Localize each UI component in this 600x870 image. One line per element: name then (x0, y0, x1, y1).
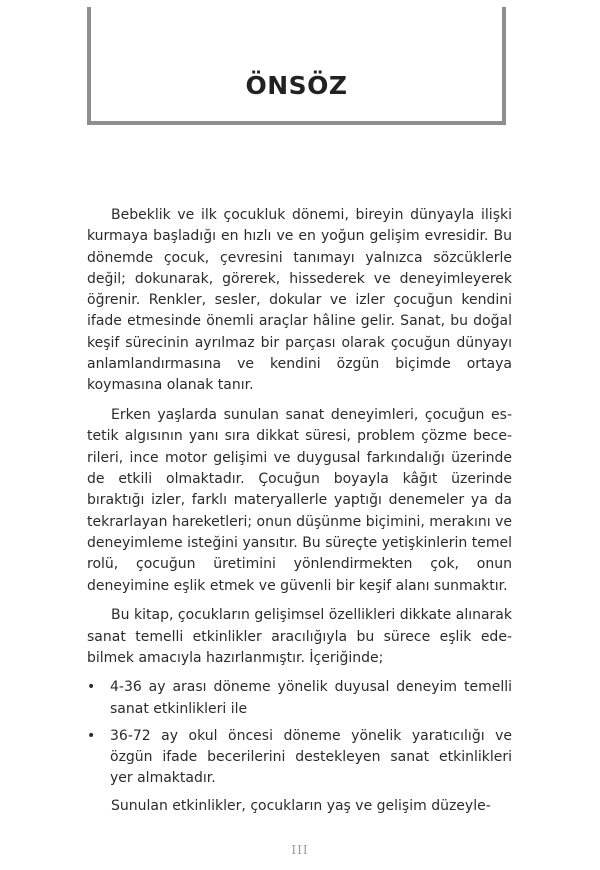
title-frame (87, 7, 506, 125)
bullet-icon: • (87, 727, 96, 744)
list-item (87, 677, 512, 720)
paragraph-2: Erken yaşlarda sunulan sanat deneyimleri, çocuğun estetik algısının yanı sıra dikkat süresi, problem çözme becerileri, ince motor gelişimi ve duygusal farkındalığı üzerinde de etkili olmaktadır. Çocuğun boyayla kâğıt üzerinde bıraktığı izler, farklı materyallerle yaptığı denemeler ya da tekrarlayan hareketleri; onun düşünme biçimini, merakını ve deneyimleme isteğini yansıtır. Bu süreçte yetişkinlerin temel rolü, çocuğun üretimini yönlendirmekten çok, onun deneyimine eşlik etmek ve güvenli bir keşif alanı sunmaktır. (87, 407, 512, 594)
paragraph-3: Bu kitap, çocukların gelişimsel özellikleri dikkate alınarak sanat temelli etkinlikler aracılığıyla bu sürece eşlik edebilmek amacıyla hazırlanmıştır. İçeriğinde; (87, 607, 512, 666)
list-item (87, 726, 512, 790)
bullet-icon: • (87, 679, 96, 696)
paragraph-4: Sunulan etkinlikler, çocukların yaş ve gelişim düzeyle- (111, 797, 491, 814)
content-list (87, 677, 512, 789)
page-title: ÖNSÖZ (245, 71, 348, 100)
list-item-text: 4-36 ay arası döneme yönelik duyusal deneyim temelli sanat etkinlikleri ile (110, 679, 512, 717)
preface-body (87, 205, 512, 817)
list-item-text: 36-72 ay okul öncesi döneme yönelik yaratıcılığı ve özgün ifade becerilerini destekleyen sanat etkinlikleri yer almaktadır. (110, 727, 512, 787)
page-number: III (291, 843, 309, 857)
paragraph-1: Bebeklik ve ilk çocukluk dönemi, bireyin dünyayla ilişki kurmaya başladığı en hızlı ve en yoğun gelişim evresidir. Bu dönemde çocuk, çevresini tanımayı yalnızca sözcüklerle değil; dokunarak, görerek, hissederek ve deneyimleyerek öğrenir. Renkler, sesler, dokular ve izler çocuğun kendini ifade etmesinde önemli araçlar hâline gelir. Sanat, bu doğal keşif sürecinin ayrılmaz bir parçası olarak çocuğun dünyayı anlamlandırmasına ve kendini özgün biçimde ortaya koymasına olanak tanır. (87, 207, 512, 394)
